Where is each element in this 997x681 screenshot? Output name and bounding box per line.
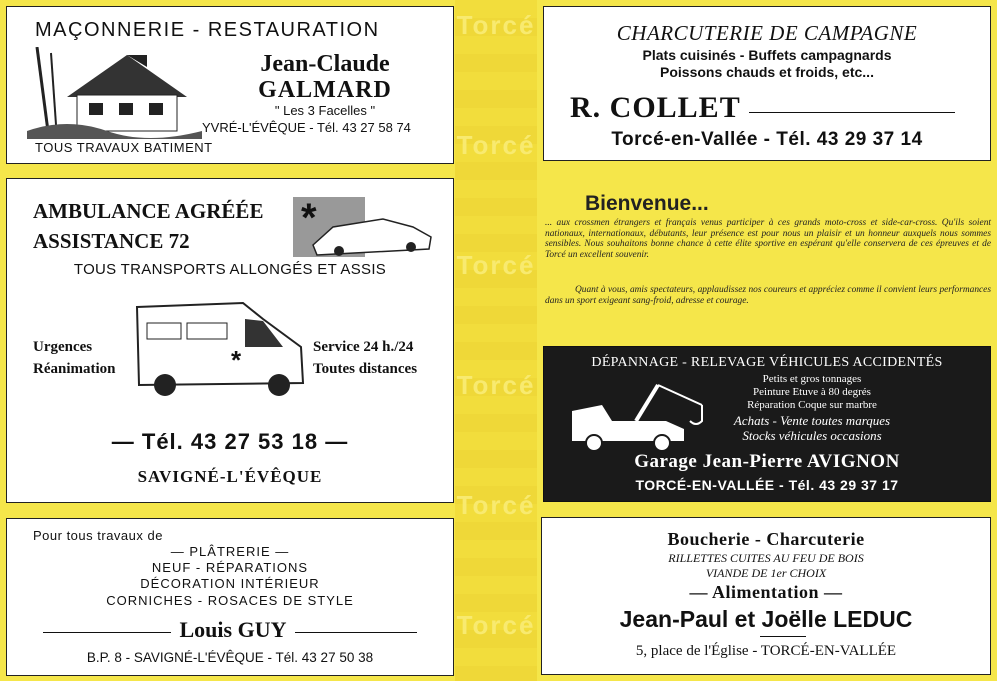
- right-line1: Service 24 h./24: [313, 339, 414, 355]
- address: TORCÉ-EN-VALLÉE - Tél. 43 29 37 17: [635, 477, 899, 493]
- ad-galmard: [6, 6, 454, 164]
- left-line2: Réanimation: [33, 361, 116, 377]
- name: R. COLLET: [570, 91, 741, 124]
- header: DÉPANNAGE - RELEVAGE VÉHICULES ACCIDENTÉS: [591, 355, 943, 370]
- ad-ambulance: [6, 178, 454, 503]
- address: YVRÉ-L'ÉVÊQUE - Tél. 43 27 58 74: [202, 120, 411, 135]
- name: Louis GUY: [179, 617, 287, 642]
- garage-name: Garage Jean-Pierre AVIGNON: [634, 451, 900, 472]
- rule-right: [295, 632, 417, 633]
- sub2: Poissons chauds et froids, etc...: [660, 64, 874, 80]
- right-line2: Toutes distances: [313, 361, 418, 377]
- address: Torcé-en-Vallée - Tél. 43 29 37 14: [611, 129, 923, 150]
- transports-text: TOUS TRANSPORTS ALLONGÉS ET ASSIS: [73, 261, 387, 278]
- name: Jean-Paul et Joëlle LEDUC: [619, 606, 913, 632]
- gutter-watermark: Torcé: [456, 130, 536, 160]
- ambulance-line1: AMBULANCE AGRÉÉE: [33, 199, 264, 223]
- line2: Peinture Etuve à 80 degrés: [753, 386, 871, 398]
- gutter-watermark: Torcé: [456, 10, 536, 40]
- ad-guy: [6, 518, 454, 676]
- line3: — Alimentation —: [689, 582, 843, 602]
- line4: CORNICHES - ROSACES DE STYLE: [106, 593, 354, 608]
- gutter-watermark: Torcé: [456, 610, 536, 640]
- last-name: GALMARD: [258, 77, 392, 103]
- center-gutter: [455, 0, 537, 681]
- sub1: Plats cuisinés - Buffets campagnards: [642, 47, 892, 63]
- name-underline: [760, 636, 806, 637]
- ad-header: MAÇONNERIE - RESTAURATION: [35, 19, 380, 41]
- ambulance-line2: ASSISTANCE 72: [33, 229, 190, 253]
- rule-left: [43, 632, 171, 633]
- gutter-watermark: Torcé: [456, 370, 536, 400]
- ambulance-van-illustration: [133, 297, 309, 399]
- line2: VIANDE DE 1er CHOIX: [705, 566, 827, 580]
- line2: NEUF - RÉPARATIONS: [151, 560, 309, 575]
- town: SAVIGNÉ-L'ÉVÊQUE: [137, 467, 323, 486]
- line3: Réparation Coque sur marbre: [747, 399, 877, 411]
- welcome-para2: Quant à vous, amis spectateurs, applaudissez nos coureurs et appréciez comme il convient leurs performances dans un sport exigeant sang-froid, adresse et courage.: [545, 285, 991, 306]
- line4: Achats - Vente toutes marques: [733, 413, 891, 428]
- rule: [749, 112, 955, 113]
- first-name: Jean-Claude: [260, 51, 390, 77]
- phone: — Tél. 43 27 53 18 —: [111, 429, 349, 454]
- intro: Pour tous travaux de: [33, 528, 163, 543]
- ad-collet: [543, 6, 991, 161]
- ad-footer: TOUS TRAVAUX BATIMENT: [35, 140, 213, 155]
- house-illustration: [27, 47, 202, 139]
- ad-leduc: [541, 517, 991, 675]
- welcome-para1: ... aux crossmen étrangers et français venus participer à ces grands moto-cross et side-car-cross. Qu'ils soient nationaux, internationaux, débutants, leur présence est pour nous un plaisir et un honneur auxquels nous sommes sensibles. Nous souhaitons bonne chance à cette élite sportive en espérant qu'elle conservera de ces épreuves et de Torcé un excellent souvenir.: [545, 218, 991, 260]
- gutter-watermark: Torcé: [456, 250, 536, 280]
- address: 5, place de l'Église - TORCÉ-EN-VALLÉE: [635, 643, 897, 659]
- line1: Petits et gros tonnages: [762, 373, 862, 385]
- line1: — PLÂTRERIE —: [170, 544, 290, 559]
- name-row: [570, 91, 955, 125]
- name-row: [7, 617, 453, 643]
- title: Boucherie - Charcuterie: [667, 529, 865, 549]
- svg-text:*: *: [231, 345, 242, 375]
- line5: Stocks véhicules occasions: [742, 428, 882, 443]
- welcome-title: Bienvenue...: [585, 192, 709, 215]
- svg-text:*: *: [301, 197, 317, 240]
- left-line1: Urgences: [33, 339, 93, 355]
- line3: DÉCORATION INTÉRIEUR: [140, 576, 320, 591]
- title: CHARCUTERIE DE CAMPAGNE: [616, 21, 918, 45]
- ambulance-car-illustration: [293, 197, 433, 257]
- house-name: " Les 3 Facelles ": [274, 103, 376, 118]
- line1: RILLETTES CUITES AU FEU DE BOIS: [668, 551, 864, 565]
- gutter-watermark: Torcé: [456, 490, 536, 520]
- address: B.P. 8 - SAVIGNÉ-L'ÉVÊQUE - Tél. 43 27 50 38: [86, 650, 374, 665]
- ad-avignon: [543, 346, 991, 502]
